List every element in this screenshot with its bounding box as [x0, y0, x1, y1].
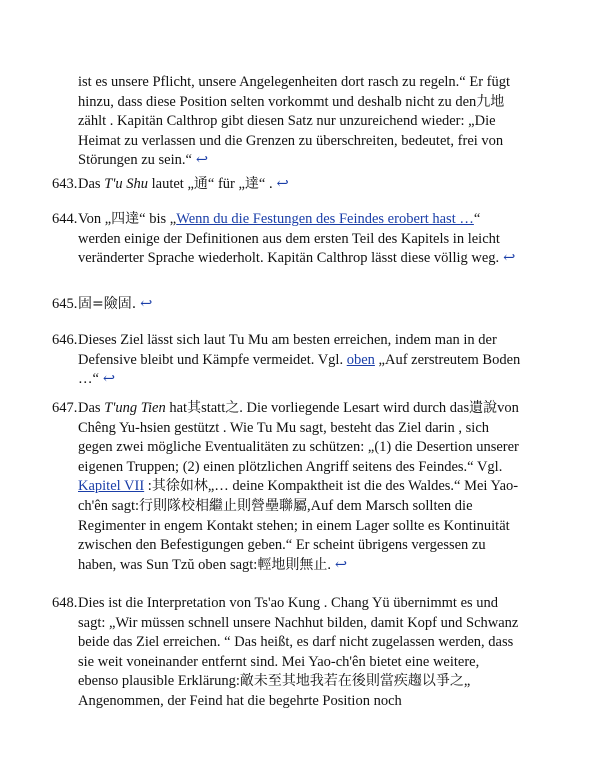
text: Von „ [78, 211, 112, 227]
chinese-text: 敵未至其地我若在後則當疾趨以爭之 [239, 673, 464, 690]
text: : [144, 478, 152, 495]
footnote-646 [52, 331, 522, 390]
footnote-648 [52, 594, 522, 712]
cross-reference-link[interactable]: Wenn du die Festungen des Feindes erobert hast … [176, 211, 474, 227]
text: zählt . Kapitän Calthrop gibt diesen Satz nur unzureichend wieder: „Die Heimat zu verlassen und die Grenzen zu überschreiten, bedeutet, frei von Störungen zu sein.“ [78, 113, 504, 169]
text: Das [78, 176, 105, 192]
chinese-text: 九地 [476, 93, 505, 110]
footnote-text [78, 399, 522, 575]
footnote-text [78, 594, 522, 712]
text: von Chêng Yu-hsien gestützt . Wie Tu Mu sagt, besteht das Ziel darin , sich gegen zwei mögliche Eventualitäten zu schützen: „(1) die Desertion unserer eigenen Truppen; (2) einen plötzlichen Angriff seitens des Feindes.“ Vgl. [78, 400, 519, 475]
chinese-text: 固=險固. [78, 296, 137, 312]
text: Dieses Ziel lässt sich laut Tu Mu am besten erreichen, indem man in der Defensive bleibt und Kämpfe vermeidet. Vgl. [78, 332, 497, 368]
text: . Die vorliegende Lesart wird durch das [239, 400, 470, 416]
footnote-text [78, 210, 522, 269]
chinese-text: 輕地則無止 [257, 556, 328, 573]
footnote-text [78, 175, 522, 195]
back-link-icon[interactable]: ↩ [503, 250, 516, 267]
footnote-text [78, 73, 522, 171]
footnote-number: 646. [52, 332, 78, 348]
text: „… deine Kompaktheit ist die des Waldes.“ Mei Yao-ch'ên sagt: [78, 478, 519, 514]
footnote-645 [52, 295, 522, 315]
back-link-icon[interactable]: ↩ [334, 556, 348, 573]
back-link-icon[interactable]: ↩ [140, 296, 153, 312]
chinese-text: 通 [193, 176, 208, 192]
footnote-text [78, 331, 522, 390]
work-title: T'ung Tien [104, 400, 166, 416]
cross-reference-link[interactable]: oben [346, 351, 375, 368]
footnote-number: 647. [52, 400, 78, 416]
back-link-icon[interactable]: ↩ [276, 176, 289, 192]
footnote-642-continuation [78, 73, 522, 171]
chinese-text: 其徐如林 [151, 478, 208, 495]
text: “ bis „ [139, 211, 177, 227]
cross-reference-link[interactable]: Kapitel VII [78, 478, 145, 495]
chinese-text: 達 [244, 176, 259, 192]
footnote-number: 644. [52, 211, 78, 227]
text: „ Angenommen, der Feind hat die begehrte Position noch [78, 673, 471, 709]
text: „Auf zerstreutem Boden …“ [78, 351, 521, 388]
text: “ . [258, 176, 273, 192]
text: Das [78, 400, 105, 416]
chinese-text: 行則隊校相繼止則營壘聯屬 [139, 497, 307, 514]
text: ,Auf dem Marsch sollten die Regimenter in engem Kontakt stehen; in einem Lager sollte es Kontinuität zwischen den Befestigungen geben.“ Er scheint übrigens vergessen zu haben, was Sun Tzŭ oben sagt: [78, 497, 510, 573]
text: lautet „ [147, 176, 194, 192]
footnote-643 [52, 175, 522, 195]
text: “ werden einige der Definitionen aus dem ersten Teil des Kapitels in leicht veränderter Sprache wiederholt. Kapitän Calthrop lässt diese völlig weg. [78, 211, 500, 267]
work-title: T'u Shu [104, 176, 148, 192]
back-link-icon[interactable]: ↩ [102, 371, 116, 388]
footnote-number: 648. [52, 595, 78, 611]
text: hat [165, 400, 188, 416]
footnote-number: 643. [52, 176, 78, 192]
text: Dies ist die Interpretation von Ts'ao Kung . Chang Yü übernimmt es und sagt: „Wir müssen schnell unsere Nachhut bilden, damit Kopf und Schwanz beide das Ziel erreichen. “ Das heißt, es darf nicht zugelassen werden, dass sie weit voneinander entfernt sind. Mei Yao-ch'ên bietet eine weitere, ebenso plausible Erklärung: [78, 595, 519, 690]
chinese-text: 四達 [111, 211, 140, 227]
footnote-number: 645. [52, 296, 78, 312]
back-link-icon[interactable]: ↩ [195, 152, 209, 169]
text: statt [201, 400, 226, 416]
footnote-644 [52, 210, 522, 269]
chinese-text: 其 [187, 400, 202, 416]
text: “ für „ [207, 176, 245, 192]
text: ist es unsere Pflicht, unsere Angelegenheiten dort rasch zu regeln.“ Er fügt hinzu, dass diese Position selten vorkommt und deshalb nicht zu den [78, 74, 511, 110]
footnote-text [78, 295, 522, 315]
chinese-text: 之 [225, 400, 240, 416]
chinese-text: 遺說 [469, 400, 498, 416]
text: . [327, 556, 331, 573]
footnote-647 [52, 399, 522, 575]
